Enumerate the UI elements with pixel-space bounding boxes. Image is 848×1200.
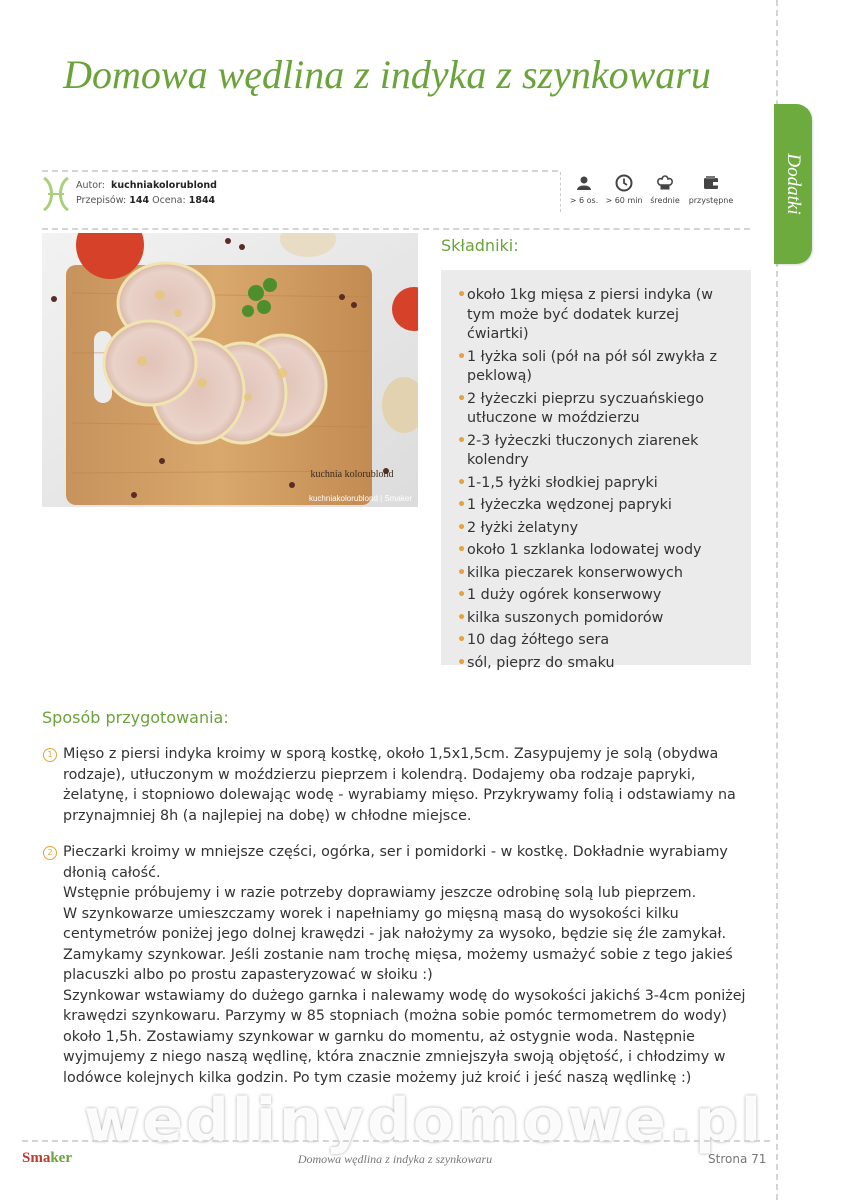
author-name[interactable]: kuchniakolorublond <box>111 180 217 191</box>
wallet-icon <box>703 175 719 191</box>
meta-cost-label: przystępne <box>688 196 734 205</box>
meta-time-label: > 60 min <box>605 196 643 205</box>
meta-servings <box>564 174 604 205</box>
ingredients-box <box>441 270 751 671</box>
divider-middle <box>42 228 750 230</box>
step-number: 2 <box>43 846 57 860</box>
meta-servings-label: > 6 os. <box>569 196 599 205</box>
photo-caption: kuchnia kolorublond <box>310 469 394 480</box>
rating-value: 1844 <box>188 195 216 206</box>
meta-cost <box>684 174 738 205</box>
meta-divider <box>560 172 561 212</box>
ingredient-item: • kilka suszonych pomidorów <box>457 609 743 629</box>
divider-footer <box>22 1140 770 1142</box>
chef-hat-icon <box>656 174 674 192</box>
step-text: Mięso z piersi indyka kroimy w sporą kostkę, około 1,5x1,5cm. Zasypujemy je solą (obydwa rodzaje), utłuczonym w moździerzu pieprzem i kolendrą. Dodajemy oba rodzaje papryki, żelatynę, i stopniowo dolewając wodę - wyrabiamy mięso. Przykrywamy folią i odstawiamy na przynajmniej 8h (a najlepiej na dobę) w chłodne miejsce. <box>63 746 736 824</box>
ingredient-item: • 10 dag żółtego sera <box>457 631 743 651</box>
recipes-count: 144 <box>129 195 150 206</box>
ingredient-item: • 1 duży ogórek konserwowy <box>457 586 743 606</box>
recipe-photo <box>42 233 418 507</box>
author-label: Autor: <box>76 180 105 191</box>
ingredient-item: • około 1 szklanka lodowatej wody <box>457 541 743 561</box>
person-icon <box>576 175 592 191</box>
meta-time <box>602 174 646 205</box>
divider-top <box>42 170 558 172</box>
ingredient-item: • 2 łyżeczki pieprzu syczuańskiego utłuczone w moździerzu <box>457 390 743 429</box>
ingredient-item: • 2-3 łyżeczki tłuczonych ziarenek kolendry <box>457 432 743 471</box>
footer-page-number: Strona 71 <box>708 1152 767 1166</box>
photo-watermark: kuchniakolorublond | Smaker <box>308 494 412 503</box>
ingredient-item: • kilka pieczarek konserwowych <box>457 564 743 584</box>
category-tab[interactable] <box>774 104 812 264</box>
ingredient-item: • około 1kg mięsa z piersi indyka (w tym może być dodatek kurzej ćwiartki) <box>457 286 743 345</box>
ingredients-heading: Składniki: <box>441 236 519 255</box>
ingredient-item: • 1 łyżka soli (pół na pół sól zwykła z peklową) <box>457 348 743 387</box>
footer-title: Domowa wędlina z indyka z szynkowaru <box>297 1152 493 1166</box>
recipe-title: Domowa wędlina z indyka z szynkowaru <box>63 52 711 97</box>
step-text: Pieczarki kroimy w mniejsze części, ogórka, ser i pomidorki - w kostkę. Dokładnie wyrabiamy dłonią całość. Wstępnie próbujemy i w razie potrzeby doprawiamy jeszcze odrobinę solą lub pieprzem. W szynkowarze umieszczamy worek i napełniamy go mięsną masą do wysokości kilku centymetrów poniżej jego dolnej krawędzi - jak nałożymy za wysoko, będzie się źle zamykał. Zamykamy szynkowar. Jeśli zostanie nam trochę mięsa, możemy usmażyć sobie z tego jakieś placuszki albo po prostu zapasteryzować w słoiku :) Szynkowar wstawiamy do dużego garnka i nalewamy wodę do wysokości jakichś 3-4cm poniżej krawędzi szynkowaru. Parzymy w 85 stopniach (można sobie pomóc termometrem do wody) około 1,5h. Zostawiamy szynkowar w garnku do momentu, aż ostygnie woda. Następnie wyjmujemy z niego naszą wędlinę, która znacznie zmniejszyła swoją objętość, i chłodzimy w lodówce kolejnych kilka godzin. Po tym czasie możemy już kroić i jeść naszą wędlinkę :) <box>63 844 746 1086</box>
ingredient-item: • sól, pieprz do smaku <box>457 654 743 674</box>
rating-label: Ocena: <box>152 195 186 206</box>
smaker-logo-icon <box>40 176 72 212</box>
step-number: 1 <box>43 748 57 762</box>
ingredient-item: • 1 łyżeczka wędzonej papryki <box>457 496 743 516</box>
ingredient-item: • 2 łyżki żelatyny <box>457 519 743 539</box>
clock-icon <box>615 174 633 192</box>
recipes-label: Przepisów: <box>76 195 127 206</box>
meta-difficulty-label: średnie <box>650 196 680 205</box>
site-watermark: wedlinydomowe.pl <box>83 1086 765 1156</box>
author-info <box>76 178 217 208</box>
preparation-heading: Sposób przygotowania: <box>42 708 229 727</box>
ingredients-list <box>441 270 751 673</box>
footer-brand-first: Sma <box>22 1150 51 1166</box>
footer-brand-second: ker <box>50 1150 73 1166</box>
ingredient-item: • 1-1,5 łyżki słodkiej papryki <box>457 474 743 494</box>
category-tab-label: Dodatki <box>783 153 804 215</box>
meta-difficulty <box>646 174 684 205</box>
recipe-photo-image <box>42 233 418 507</box>
